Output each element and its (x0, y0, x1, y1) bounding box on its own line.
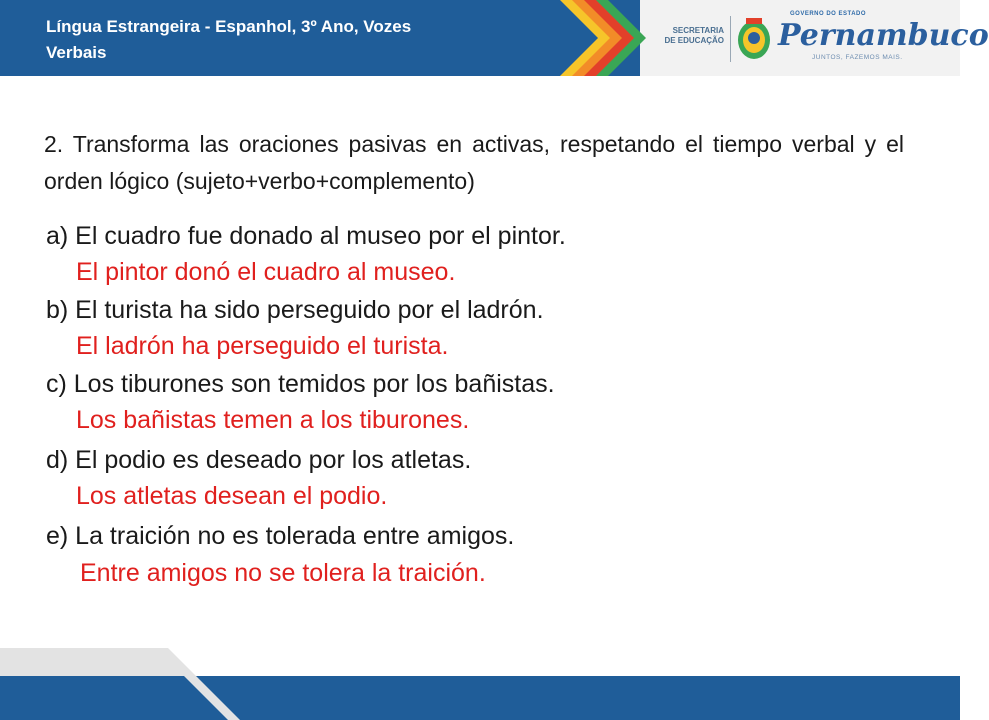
course-title: Língua Estrangeira - Espanhol, 3º Ano, Vozes Verbais (46, 17, 412, 62)
question-d: d) El podio es deseado por los atletas. (46, 446, 472, 474)
exercise-prompt: 2. Transforma las oraciones pasivas en activas, respetando el tiempo verbal y el orden lógico (sujeto+verbo+complemento) (44, 131, 904, 194)
header-banner (0, 0, 989, 76)
answer-d: Los atletas desean el podio. (76, 482, 388, 510)
answer-b: El ladrón ha perseguido el turista. (76, 332, 449, 360)
secretaria-label: SECRETARIA DE EDUCAÇÃO (664, 26, 724, 45)
pernambuco-coat-of-arms-icon (736, 16, 772, 62)
question-a: a) El cuadro fue donado al museo por el pintor. (46, 222, 566, 250)
question-e: e) La traición no es tolerada entre amigos. (46, 522, 515, 550)
answer-e: Entre amigos no se tolera la traición. (80, 559, 486, 587)
chevron-arrows-decoration (520, 0, 650, 76)
answer-c: Los bañistas temen a los tiburones. (76, 406, 470, 434)
government-logo (656, 8, 989, 70)
question-c: c) Los tiburones son temidos por los bañistas. (46, 370, 555, 398)
logo-divider (730, 16, 731, 62)
footer-wedge-decoration (0, 648, 240, 720)
brand-tagline: JUNTOS, FAZEMOS MAIS. (812, 54, 903, 61)
question-b: b) El turista ha sido perseguido por el ladrón. (46, 296, 544, 324)
brand-name: Pernambuco (778, 18, 989, 53)
answer-a: El pintor donó el cuadro al museo. (76, 258, 456, 286)
brand-small-text: GOVERNO DO ESTADO (790, 11, 867, 17)
